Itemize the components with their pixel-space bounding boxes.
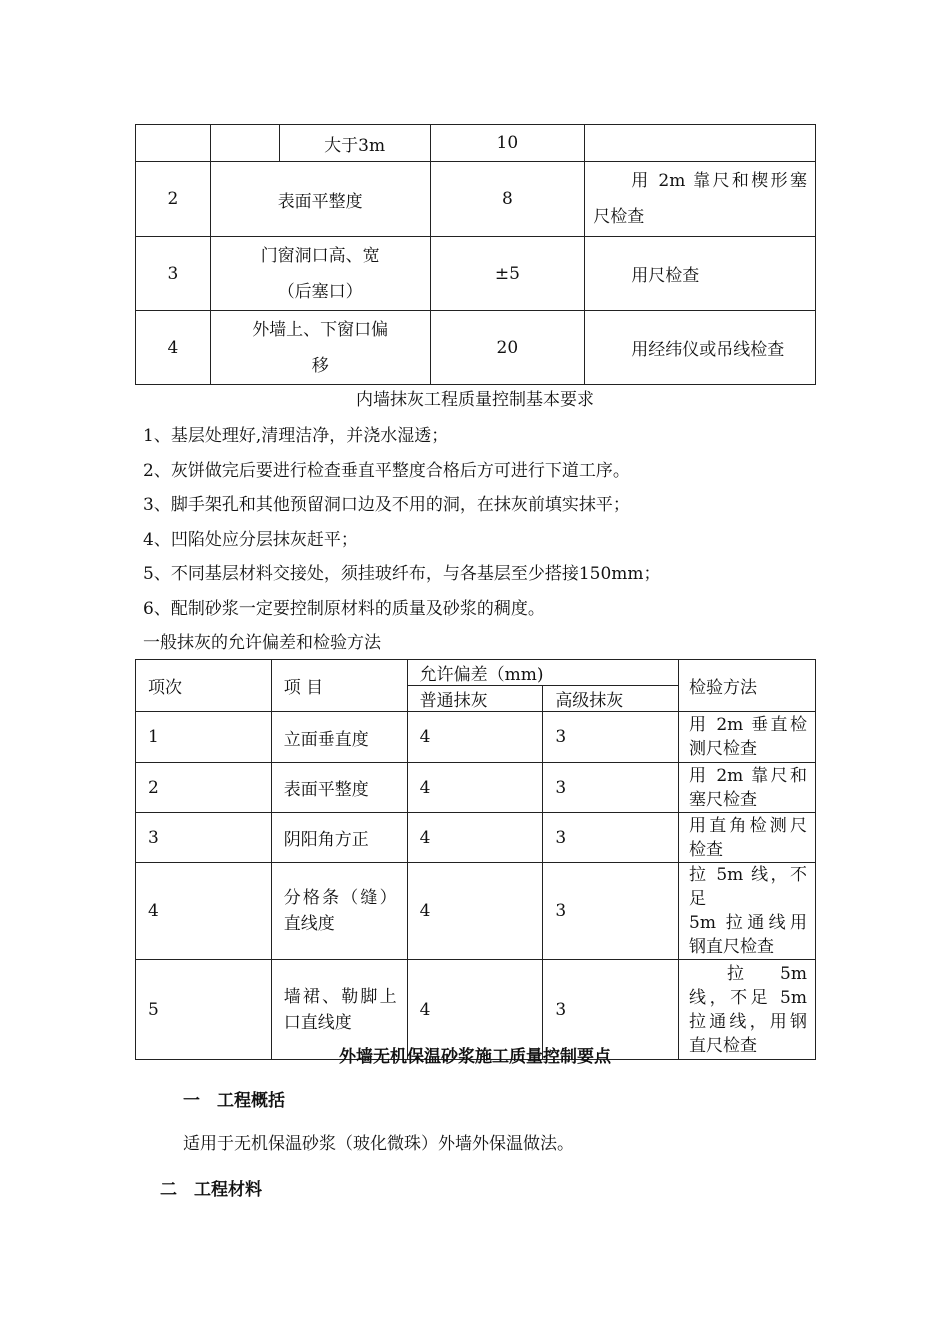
method-cell: 用 2m 靠尺和 塞尺检查 (679, 763, 816, 813)
normal-cell: 4 (407, 813, 543, 863)
row-number: 2 (136, 763, 272, 813)
requirement-item: 2、灰饼做完后要进行检查垂直平整度合格后方可进行下道工序。 (143, 461, 630, 481)
row-number: 3 (136, 813, 272, 863)
row-number: 2 (136, 162, 211, 237)
item-cell: 分格条（缝） 直线度 (271, 863, 407, 960)
heading-materials: 二 工程材料 (160, 1180, 262, 1200)
table-header-row (136, 660, 816, 686)
row-number: 4 (136, 863, 272, 960)
table-row (136, 712, 816, 763)
row-number: 3 (136, 237, 211, 311)
method-cell: 拉 5m 线，不足 5m 拉通线，用钢 直尺检查 (679, 960, 816, 1060)
header-no: 项次 (136, 660, 272, 712)
row-number: 5 (136, 960, 272, 1060)
deviation-cell: 20 (430, 311, 585, 385)
item-cell: 表面平整度 (271, 763, 407, 813)
table-row (136, 763, 816, 813)
high-cell: 3 (543, 813, 679, 863)
item-cell: 阴阳角方正 (271, 813, 407, 863)
table-row (136, 237, 816, 311)
normal-cell: 4 (407, 712, 543, 763)
header-item: 项 目 (271, 660, 407, 712)
normal-cell: 4 (407, 863, 543, 960)
row-number: 1 (136, 712, 272, 763)
table-row (136, 863, 816, 960)
requirement-item: 1、基层处理好,清理洁净，并浇水湿透； (143, 426, 449, 446)
high-cell: 3 (543, 712, 679, 763)
method-cell: 用 2m 靠尺和楔形塞 尺检查 (585, 162, 816, 237)
item-cell: 墙裙、勒脚上 口直线度 (271, 960, 407, 1060)
normal-cell: 4 (407, 763, 543, 813)
sub-item-cell: 大于3m (279, 125, 430, 162)
section-title: 外墙无机保温砂浆施工质量控制要点 (339, 1047, 611, 1067)
item-cell: 表面平整度 (210, 162, 430, 237)
table-row (136, 162, 816, 237)
table-row (136, 125, 816, 162)
table-row (136, 311, 816, 385)
header-method: 检验方法 (679, 660, 816, 712)
deviation-cell: 8 (430, 162, 585, 237)
deviation-cell: 10 (430, 125, 585, 162)
item-cell: 门窗洞口高、宽 （后塞口） (210, 237, 430, 311)
section-title: 内墙抹灰工程质量控制基本要求 (356, 390, 594, 410)
method-cell: 用直角检测尺 检查 (679, 813, 816, 863)
plaster-deviation-table (135, 659, 816, 1060)
header-high: 高级抹灰 (543, 686, 679, 712)
high-cell: 3 (543, 960, 679, 1060)
requirement-item: 5、不同基层材料交接处，须挂玻纤布，与各基层至少搭接150mm； (143, 564, 661, 584)
heading-overview: 一 工程概括 (183, 1091, 285, 1111)
method-cell: 用尺检查 (585, 237, 816, 311)
table-caption: 一般抹灰的允许偏差和检验方法 (143, 633, 381, 653)
method-cell: 拉 5m 线，不足 5m 拉通线用 钢直尺检查 (679, 863, 816, 960)
high-cell: 3 (543, 863, 679, 960)
normal-cell: 4 (407, 960, 543, 1060)
table-row (136, 813, 816, 863)
requirement-item: 6、配制砂浆一定要控制原材料的质量及砂浆的稠度。 (143, 599, 545, 619)
item-cell: 立面垂直度 (271, 712, 407, 763)
paragraph: 适用于无机保温砂浆（玻化微珠）外墙外保温做法。 (183, 1134, 574, 1154)
deviation-cell: ±5 (430, 237, 585, 311)
method-cell: 用经纬仪或吊线检查 (585, 311, 816, 385)
requirement-item: 3、脚手架孔和其他预留洞口边及不用的洞，在抹灰前填实抹平； (143, 495, 630, 515)
item-cell: 外墙上、下窗口偏 移 (210, 311, 430, 385)
row-number: 4 (136, 311, 211, 385)
requirement-item: 4、凹陷处应分层抹灰赶平； (143, 530, 358, 550)
method-cell: 用 2m 垂直检 测尺检查 (679, 712, 816, 763)
deviation-table-1 (135, 124, 816, 385)
high-cell: 3 (543, 763, 679, 813)
header-deviation: 允许偏差（mm) (407, 660, 678, 686)
header-normal: 普通抹灰 (407, 686, 543, 712)
